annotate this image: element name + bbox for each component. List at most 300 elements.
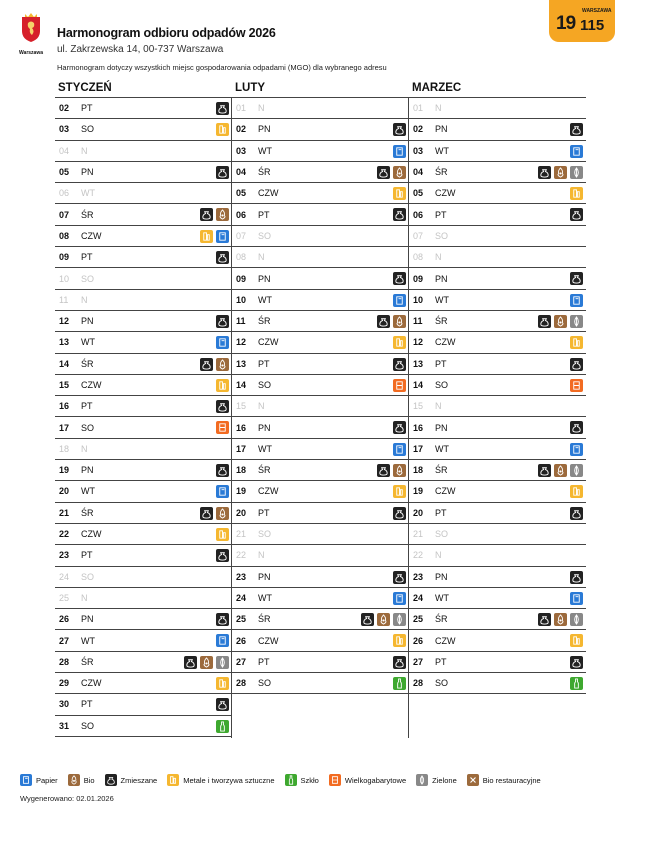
waste-icons — [377, 166, 406, 179]
day-number: 21 — [236, 529, 247, 540]
waste-icons — [570, 187, 583, 200]
weekday-name: CZW — [258, 188, 279, 199]
waste-icons — [570, 208, 583, 221]
zmieszane-icon — [216, 102, 229, 115]
weekday-name: ŚR — [435, 316, 448, 327]
zmieszane-icon — [216, 549, 229, 562]
day-row — [55, 652, 232, 673]
day-row — [232, 716, 409, 737]
legend-label: Metale i tworzywa sztuczne — [183, 775, 275, 785]
zmieszane-icon — [538, 464, 551, 477]
weekday-name: SO — [258, 529, 272, 540]
legend-item-zmieszane — [105, 774, 158, 786]
weekday-name: PN — [258, 571, 271, 582]
weekday-name: PT — [81, 252, 93, 263]
day-row — [409, 141, 586, 162]
weekday-name: WT — [81, 188, 95, 199]
waste-icons — [570, 421, 583, 434]
waste-icons — [216, 528, 229, 541]
day-number: 16 — [59, 401, 70, 412]
weekday-name: PN — [258, 124, 271, 135]
bio-icon — [68, 774, 80, 786]
zmieszane-icon — [216, 698, 229, 711]
weekday-name: PT — [81, 401, 93, 412]
metale-icon — [393, 485, 406, 498]
day-row — [232, 545, 409, 566]
weekday-name: SO — [258, 678, 272, 689]
waste-icons — [570, 485, 583, 498]
weekday-name: PT — [435, 507, 447, 518]
metale-icon — [216, 379, 229, 392]
day-number: 03 — [59, 124, 70, 135]
weekday-name: PT — [258, 656, 270, 667]
weekday-name: PT — [258, 209, 270, 220]
weekday-name: CZW — [81, 380, 102, 390]
day-number: 18 — [413, 465, 424, 476]
papier-icon — [570, 592, 583, 605]
legend-item-wielkogabarytowe — [329, 774, 406, 786]
day-row — [409, 332, 586, 353]
legend-label: Wielkogabarytowe — [344, 775, 407, 785]
day-row — [232, 652, 409, 673]
weekday-name: WT — [258, 145, 272, 156]
weekday-name: PN — [258, 422, 271, 433]
legend-label: Bio restauracyjne — [482, 775, 541, 785]
day-number: 08 — [236, 252, 247, 263]
waste-icons — [216, 549, 229, 562]
weekday-name: PT — [81, 550, 93, 561]
waste-icons — [570, 379, 583, 392]
day-row — [55, 609, 232, 630]
day-row — [409, 183, 586, 204]
weekday-name: PN — [435, 571, 448, 582]
day-number: 27 — [236, 656, 247, 667]
weekday-name: N — [81, 145, 88, 156]
day-number: 23 — [413, 571, 424, 582]
wielkogabarytowe-icon — [570, 379, 583, 392]
zmieszane-icon — [538, 613, 551, 626]
day-row — [409, 375, 586, 396]
zmieszane-icon — [393, 656, 406, 669]
zmieszane-icon — [393, 208, 406, 221]
day-row — [409, 694, 586, 715]
waste-icons — [393, 507, 406, 520]
weekday-name: SO — [81, 720, 95, 731]
day-number: 20 — [236, 507, 247, 518]
day-number: 02 — [59, 103, 70, 114]
warszawa-19115-logo[interactable] — [549, 0, 615, 42]
weekday-name: N — [435, 401, 442, 412]
day-row — [232, 375, 409, 396]
day-number: 09 — [413, 273, 424, 284]
zmieszane-icon — [216, 166, 229, 179]
weekday-name: PN — [81, 316, 94, 327]
schedule-note: Harmonogram dotyczy wszystkich miejsc gospodarowania odpadami (MGO) dla wybranego adresu — [57, 63, 387, 72]
logo-number-115: 115 — [580, 17, 605, 34]
zmieszane-icon — [393, 358, 406, 371]
day-row — [409, 439, 586, 460]
day-number: 16 — [413, 422, 424, 433]
zmieszane-icon — [377, 315, 390, 328]
day-number: 10 — [59, 273, 70, 284]
day-row — [232, 162, 409, 183]
waste-icons — [393, 379, 406, 392]
day-row — [55, 226, 232, 247]
legend-item-papier — [20, 774, 58, 786]
waste-icons — [216, 720, 229, 733]
day-number: 08 — [413, 252, 424, 263]
column-divider — [408, 98, 409, 738]
papier-icon — [393, 592, 406, 605]
waste-icons — [216, 251, 229, 264]
waste-icons — [216, 485, 229, 498]
day-row — [232, 673, 409, 694]
weekday-name: N — [258, 103, 265, 114]
day-row — [232, 141, 409, 162]
waste-icons — [393, 634, 406, 647]
day-row — [55, 439, 232, 460]
waste-icons — [216, 315, 229, 328]
waste-icons — [393, 358, 406, 371]
day-row — [55, 247, 232, 268]
bio-icon — [554, 315, 567, 328]
waste-icons — [216, 400, 229, 413]
metale-icon — [200, 230, 213, 243]
wielkogabarytowe-icon — [393, 379, 406, 392]
metale-icon — [393, 336, 406, 349]
zmieszane-icon — [393, 571, 406, 584]
weekday-name: WT — [435, 443, 449, 454]
day-row — [409, 417, 586, 438]
zmieszane-icon — [200, 358, 213, 371]
legend-item-bio — [68, 774, 95, 786]
waste-icons — [393, 294, 406, 307]
day-row — [232, 524, 409, 545]
day-number: 07 — [59, 209, 70, 220]
zmieszane-icon — [216, 251, 229, 264]
weekday-name: WT — [258, 294, 272, 305]
waste-icons — [200, 507, 229, 520]
day-row — [232, 439, 409, 460]
waste-icons — [393, 485, 406, 498]
day-number: 14 — [59, 358, 70, 369]
bio-icon — [216, 358, 229, 371]
weekday-name: CZW — [435, 635, 456, 646]
metale-icon — [393, 634, 406, 647]
weekday-name: PN — [81, 167, 94, 178]
day-row — [55, 162, 232, 183]
waste-icons — [538, 315, 583, 328]
day-row — [55, 630, 232, 651]
day-row — [409, 673, 586, 694]
waste-icons — [393, 677, 406, 690]
waste-icons — [393, 272, 406, 285]
zmieszane-icon — [361, 613, 374, 626]
zmieszane-icon — [570, 421, 583, 434]
bio-icon — [393, 464, 406, 477]
waste-icons — [216, 336, 229, 349]
szklo-icon — [216, 720, 229, 733]
day-row — [55, 98, 232, 119]
weekday-name: PN — [81, 614, 94, 625]
day-number: 08 — [59, 230, 70, 241]
metale-icon — [216, 677, 229, 690]
weekday-name: ŚR — [435, 614, 448, 625]
day-row — [55, 375, 232, 396]
day-number: 09 — [236, 273, 247, 284]
day-row — [55, 588, 232, 609]
waste-icons — [570, 358, 583, 371]
day-number: 04 — [236, 167, 247, 178]
day-number: 26 — [59, 614, 70, 625]
metale-icon — [570, 336, 583, 349]
day-number: 11 — [236, 316, 246, 327]
bio-icon — [377, 613, 390, 626]
day-number: 24 — [236, 592, 247, 603]
waste-icons — [216, 677, 229, 690]
day-number: 15 — [236, 401, 247, 412]
weekday-name: N — [81, 443, 88, 454]
day-row — [232, 354, 409, 375]
day-row — [232, 119, 409, 140]
day-row — [409, 354, 586, 375]
day-number: 02 — [236, 124, 247, 135]
day-row — [409, 545, 586, 566]
waste-icons — [393, 443, 406, 456]
day-row — [55, 716, 232, 737]
waste-icons — [216, 102, 229, 115]
day-number: 12 — [59, 316, 70, 327]
zmieszane-icon — [570, 656, 583, 669]
zmieszane-icon — [393, 123, 406, 136]
day-row — [232, 332, 409, 353]
waste-icons — [393, 187, 406, 200]
day-number: 06 — [236, 209, 247, 220]
waste-icons — [570, 294, 583, 307]
day-number: 25 — [59, 592, 70, 603]
zielone-icon — [216, 656, 229, 669]
day-number: 09 — [59, 252, 70, 263]
day-row — [409, 481, 586, 502]
day-row — [232, 226, 409, 247]
day-number: 12 — [236, 337, 247, 348]
legend-label: Papier — [36, 775, 58, 785]
weekday-name: N — [258, 252, 265, 263]
waste-icons — [216, 421, 229, 434]
day-number: 24 — [413, 592, 424, 603]
waste-icons — [570, 656, 583, 669]
legend-item-metale — [167, 774, 274, 786]
waste-icons — [393, 656, 406, 669]
waste-icons — [570, 123, 583, 136]
day-number: 20 — [413, 507, 424, 518]
legend-label: Zielone — [432, 775, 457, 785]
day-row — [55, 268, 232, 289]
day-row — [409, 609, 586, 630]
weekday-name: PT — [258, 358, 270, 369]
month-header: LUTY — [232, 80, 409, 98]
waste-icons — [184, 656, 229, 669]
weekday-name: SO — [81, 273, 95, 284]
weekday-name: ŚR — [81, 507, 94, 518]
day-row — [409, 311, 586, 332]
day-row — [232, 460, 409, 481]
zmieszane-icon — [538, 315, 551, 328]
bio-icon — [554, 464, 567, 477]
waste-icons — [361, 613, 406, 626]
zmieszane-icon — [216, 400, 229, 413]
day-row — [409, 716, 586, 737]
logo-city-text: WARSZAWA — [582, 8, 612, 14]
weekday-name: N — [81, 294, 88, 305]
day-row — [55, 119, 232, 140]
weekday-name: SO — [435, 529, 449, 540]
column-divider — [231, 98, 232, 738]
bio-icon — [216, 208, 229, 221]
legend-item-zielone — [416, 774, 457, 786]
day-number: 23 — [59, 550, 70, 561]
day-row — [232, 183, 409, 204]
crest-label: Warszawa — [19, 50, 43, 56]
weekday-name: CZW — [258, 486, 279, 497]
zmieszane-icon — [538, 166, 551, 179]
day-number: 16 — [236, 422, 247, 433]
zmieszane-icon — [570, 272, 583, 285]
weekday-name: CZW — [258, 635, 279, 646]
legend-label: Szkło — [300, 775, 319, 785]
metale-icon — [216, 123, 229, 136]
weekday-name: WT — [435, 294, 449, 305]
day-number: 03 — [236, 145, 247, 156]
day-row — [409, 268, 586, 289]
day-row — [55, 141, 232, 162]
papier-icon — [393, 443, 406, 456]
bio-icon — [554, 613, 567, 626]
weekday-name: SO — [435, 678, 449, 689]
day-number: 26 — [236, 635, 247, 646]
weekday-name: CZW — [81, 678, 102, 689]
month-header: STYCZEŃ — [55, 80, 232, 98]
weekday-name: WT — [81, 635, 95, 646]
waste-icons — [393, 571, 406, 584]
waste-icons — [377, 464, 406, 477]
weekday-name: CZW — [435, 486, 456, 497]
day-row — [232, 567, 409, 588]
metale-icon — [570, 187, 583, 200]
zielone-icon — [570, 613, 583, 626]
papier-icon — [216, 336, 229, 349]
day-row — [409, 162, 586, 183]
zmieszane-icon — [200, 507, 213, 520]
waste-legend — [20, 773, 640, 787]
weekday-name: N — [81, 592, 88, 603]
day-number: 21 — [59, 507, 70, 518]
waste-icons — [216, 613, 229, 626]
day-number: 15 — [413, 401, 424, 412]
day-number: 19 — [59, 465, 70, 476]
zmieszane-icon — [570, 571, 583, 584]
day-row — [55, 311, 232, 332]
zmieszane-icon — [105, 774, 117, 786]
weekday-name: WT — [435, 145, 449, 156]
day-number: 28 — [59, 656, 70, 667]
zielone-icon — [416, 774, 428, 786]
zmieszane-icon — [570, 123, 583, 136]
month-column-marzec — [409, 80, 586, 737]
zielone-icon — [393, 613, 406, 626]
day-row — [232, 268, 409, 289]
day-number: 28 — [236, 678, 247, 689]
waste-icons — [570, 336, 583, 349]
day-row — [232, 417, 409, 438]
zmieszane-icon — [393, 507, 406, 520]
day-row — [232, 481, 409, 502]
day-number: 05 — [59, 167, 70, 178]
waste-icons — [570, 677, 583, 690]
waste-icons — [377, 315, 406, 328]
day-row — [232, 98, 409, 119]
weekday-name: PN — [435, 422, 448, 433]
page-header — [0, 0, 653, 80]
weekday-name: ŚR — [258, 465, 271, 476]
zielone-icon — [570, 166, 583, 179]
day-row — [232, 588, 409, 609]
weekday-name: CZW — [258, 337, 279, 348]
day-number: 12 — [413, 337, 424, 348]
weekday-name: PT — [81, 103, 93, 114]
weekday-name: PN — [435, 273, 448, 284]
weekday-name: PN — [81, 465, 94, 476]
day-row — [409, 98, 586, 119]
papier-icon — [20, 774, 32, 786]
day-row — [409, 290, 586, 311]
day-row — [409, 524, 586, 545]
day-row — [232, 311, 409, 332]
day-number: 05 — [236, 188, 247, 199]
bio-icon — [393, 315, 406, 328]
day-number: 22 — [413, 550, 424, 561]
waste-icons — [200, 208, 229, 221]
weekday-name: ŚR — [258, 167, 271, 178]
waste-icons — [393, 421, 406, 434]
warsaw-crest-icon — [20, 13, 42, 43]
day-number: 05 — [413, 188, 424, 199]
wielkogabarytowe-icon — [329, 774, 341, 786]
day-number: 10 — [413, 294, 424, 305]
day-row — [55, 545, 232, 566]
weekday-name: N — [435, 103, 442, 114]
weekday-name: CZW — [81, 230, 102, 241]
zmieszane-icon — [377, 166, 390, 179]
legend-label: Zmieszane — [120, 775, 158, 785]
day-row — [409, 652, 586, 673]
day-row — [232, 630, 409, 651]
bio-icon — [216, 507, 229, 520]
day-row — [55, 481, 232, 502]
day-row — [55, 567, 232, 588]
day-number: 29 — [59, 678, 70, 689]
weekday-name: CZW — [435, 337, 456, 348]
day-number: 06 — [59, 188, 70, 199]
day-number: 17 — [236, 443, 247, 454]
day-row — [55, 183, 232, 204]
waste-icons — [393, 592, 406, 605]
day-number: 22 — [59, 529, 70, 540]
day-number: 06 — [413, 209, 424, 220]
day-number: 02 — [413, 124, 424, 135]
address-text: ul. Zakrzewska 14, 00-737 Warszawa — [57, 44, 224, 55]
weekday-name: ŚR — [435, 465, 448, 476]
